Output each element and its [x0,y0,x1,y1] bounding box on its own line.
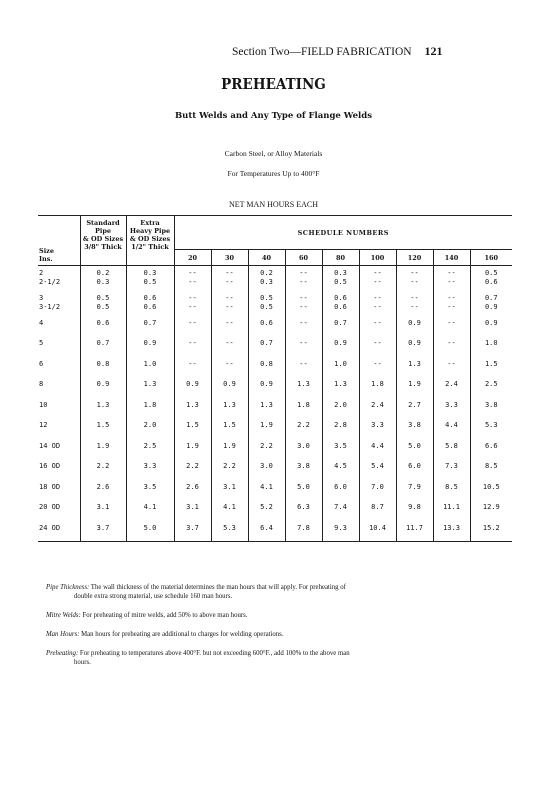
schedule-20-cell: 1.3 [174,398,211,419]
standard-cell: 0.5 0.5 [80,291,126,316]
schedule-60-cell: -- -- [285,291,322,316]
schedule-60-cell: -- [285,336,322,357]
size-cell: 6 [38,357,80,378]
standard-cell: 0.6 [80,316,126,337]
schedule-40-cell: 0.2 0.3 [248,266,285,291]
schedule-80-cell: 2.0 [322,398,359,419]
schedule-30-cell: -- -- [211,266,248,291]
table-row [38,521,512,542]
schedule-40-cell: 2.2 [248,439,285,460]
schedule-20-cell: 3.7 [174,521,211,542]
schedule-160-cell: 8.5 [484,462,498,470]
size-cell: 10 [38,398,80,419]
table-row [38,266,512,291]
standard-cell: 3.7 [80,521,126,542]
schedule-30-cell: 2.2 [211,459,248,480]
schedule-80-cell: 3.5 [322,439,359,460]
schedule-100-cell: -- [359,357,396,378]
schedule-140-cell: 8.5 [433,480,470,501]
footnote-label: Pipe Thickness: [46,584,90,591]
schedule-100-cell: 1.8 [359,377,396,398]
schedule-header-100: 100 [359,250,396,266]
schedule-120-cell: 1.9 [396,377,433,398]
standard-pipe-column-header: Standard Pipe & OD Sizes 3/8" Thick [80,216,126,266]
schedule-80-cell: 0.7 [322,316,359,337]
standard-cell: 3.1 [80,500,126,521]
schedule-header-60: 60 [285,250,322,266]
schedule-header-40: 40 [248,250,285,266]
footnote-label: Mitre Welds: [46,612,81,619]
schedule-80-cell: 6.0 [322,480,359,501]
header-row-top [38,216,512,250]
schedule-header-160: 160 [470,250,512,266]
schedule-140-cell: -- [433,336,470,357]
schedule-140-cell: 4.4 [433,418,470,439]
running-header [232,44,442,59]
temperature-line: For Temperatures Up to 400°F [227,169,320,178]
schedule-120-cell: 5.0 [396,439,433,460]
schedule-120-cell: 7.9 [396,480,433,501]
extra-heavy-cell: 2.0 [126,418,174,439]
footnote-text: For preheating of mitre welds, add 50% to above man hours. [80,612,248,619]
schedule-80-cell: 0.3 0.5 [322,266,359,291]
extra-heavy-cell: 3.3 [126,459,174,480]
schedule-20-cell: -- [174,357,211,378]
table-row [38,377,512,398]
schedule-60-cell: 3.0 [285,439,322,460]
schedule-20-cell: -- [174,336,211,357]
page-subtitle: Butt Welds and Any Type of Flange Welds [174,111,373,121]
schedule-20-cell: 2.2 [174,459,211,480]
schedule-160-cell: 3.8 [484,400,498,409]
schedule-40-cell: 0.6 [248,316,285,337]
footnote [46,583,506,601]
schedule-30-cell: 3.1 [211,480,248,501]
schedule-160-cell: 10.5 [482,482,500,491]
schedule-20-cell: 1.5 [174,418,211,439]
size-cell: 4 [38,316,80,337]
schedule-160-cell: 0.5 0.6 [484,269,498,286]
schedule-60-cell: -- [285,316,322,337]
schedule-100-cell: -- -- [359,266,396,291]
footnote-continuation: hours. [74,659,91,666]
size-cell: 24 OD [38,521,80,542]
schedule-160-cell: 12.9 [482,503,500,511]
table-row [38,336,512,357]
schedule-120-cell: 6.0 [396,459,433,480]
schedule-160-cell: 0.9 [484,318,498,327]
schedule-60-cell: 2.2 [285,418,322,439]
schedule-30-cell: -- [211,336,248,357]
schedule-100-cell: 8.7 [359,500,396,521]
schedule-30-cell: 1.5 [211,418,248,439]
page-title: PREHEATING [221,75,326,93]
extra-heavy-cell: 0.9 [126,336,174,357]
schedule-20-cell: -- [174,316,211,337]
size-cell: 14 OD [38,439,80,460]
schedule-30-cell: -- -- [211,291,248,316]
schedule-120-cell: 0.9 [396,336,433,357]
table-row [38,357,512,378]
schedule-140-cell: 5.8 [433,439,470,460]
schedule-30-cell: 1.3 [211,398,248,419]
schedule-140-cell: -- [433,316,470,337]
page-number: 121 [424,44,443,58]
standard-cell: 1.3 [80,398,126,419]
schedule-80-cell: 7.4 [322,500,359,521]
footnote [46,611,506,620]
schedule-40-cell: 1.3 [248,398,285,419]
table-row [38,500,512,521]
standard-cell: 2.2 [80,459,126,480]
schedule-100-cell: -- [359,336,396,357]
standard-cell: 2.6 [80,480,126,501]
schedule-160-cell: 15.2 [470,521,512,542]
table-row [38,291,512,316]
schedule-160-cell: 1.5 [484,359,498,368]
table-caption: NET MAN HOURS EACH [229,200,318,209]
schedule-80-cell: 9.3 [322,521,359,542]
extra-heavy-column-header: Extra Heavy Pipe & OD Sizes 1/2" Thick [126,216,174,266]
extra-heavy-cell: 3.5 [126,480,174,501]
schedule-30-cell: 4.1 [211,500,248,521]
schedule-60-cell: -- [285,357,322,378]
size-cell: 8 [38,377,80,398]
size-cell: 18 OD [38,480,80,501]
schedule-header-20: 20 [174,250,211,266]
footnote-label: Man Hours: [46,631,80,638]
schedule-100-cell: 5.4 [359,459,396,480]
schedule-numbers-header: SCHEDULE NUMBERS [174,216,512,250]
footnote-continuation: double extra strong material, use schedule 160 man hours. [74,593,233,600]
schedule-header-80: 80 [322,250,359,266]
schedule-140-cell: 3.3 [433,398,470,419]
schedule-160-cell: 6.6 [484,441,498,450]
standard-cell: 1.9 [80,439,126,460]
footnotes [46,583,506,677]
extra-heavy-cell: 1.0 [126,357,174,378]
schedule-160-cell: 2.5 [484,380,498,388]
schedule-80-cell: 4.5 [322,459,359,480]
schedule-100-cell: -- -- [359,291,396,316]
schedule-30-cell: 1.9 [211,439,248,460]
schedule-160-cell: 5.3 [484,421,498,429]
schedule-120-cell: -- -- [396,291,433,316]
extra-heavy-cell: 1.3 [126,377,174,398]
schedule-40-cell: 3.0 [248,459,285,480]
schedule-60-cell: 1.8 [285,398,322,419]
schedule-160-cell: 1.0 [484,339,498,347]
schedule-140-cell: -- -- [433,291,470,316]
schedule-20-cell: -- -- [174,266,211,291]
schedule-100-cell: 7.0 [359,480,396,501]
size-cell: 3 3-1/2 [38,291,80,316]
schedule-80-cell: 1.3 [322,377,359,398]
table-row [38,316,512,337]
schedule-80-cell: 1.0 [322,357,359,378]
schedule-20-cell: 2.6 [174,480,211,501]
schedule-100-cell: 3.3 [359,418,396,439]
footnote [46,649,506,667]
footnote [46,630,506,639]
size-cell: 16 OD [38,459,80,480]
table-row [38,480,512,501]
schedule-60-cell: 6.3 [285,500,322,521]
schedule-header-30: 30 [211,250,248,266]
extra-heavy-cell: 0.3 0.5 [126,266,174,291]
table-row [38,439,512,460]
extra-heavy-cell: 0.6 0.6 [126,291,174,316]
schedule-40-cell: 4.1 [248,480,285,501]
section-title: Section Two—FIELD FABRICATION [232,46,412,58]
schedule-80-cell: 0.9 [322,336,359,357]
extra-heavy-cell: 4.1 [126,500,174,521]
schedule-100-cell: -- [359,316,396,337]
schedule-20-cell: -- -- [174,291,211,316]
schedule-30-cell: -- [211,357,248,378]
schedule-60-cell: -- -- [285,266,322,291]
schedule-140-cell: 11.1 [433,500,470,521]
footnote-text: For preheating to temperatures above 400°F. but not exceeding 600°F., add 100% to the above man [78,650,350,657]
schedule-120-cell: -- -- [396,266,433,291]
schedule-120-cell: 9.8 [396,500,433,521]
schedule-30-cell: -- [211,316,248,337]
schedule-140-cell: 7.3 [433,459,470,480]
schedule-60-cell: 7.8 [285,521,322,542]
schedule-40-cell: 0.8 [248,357,285,378]
schedule-120-cell: 0.9 [396,316,433,337]
schedule-140-cell: 2.4 [433,377,470,398]
schedule-80-cell: 0.6 0.6 [322,291,359,316]
schedule-60-cell: 3.8 [285,459,322,480]
schedule-140-cell: 13.3 [433,521,470,542]
extra-heavy-cell: 5.0 [126,521,174,542]
standard-cell: 0.2 0.3 [80,266,126,291]
schedule-40-cell: 0.9 [248,377,285,398]
schedule-120-cell: 2.7 [396,398,433,419]
size-cell: 20 OD [38,500,80,521]
footnote-label: Preheating: [46,650,79,657]
schedule-30-cell: 0.9 [211,377,248,398]
schedule-header-140: 140 [433,250,470,266]
schedule-160-cell: 0.7 0.9 [484,293,498,311]
schedule-100-cell: 4.4 [359,439,396,460]
table-row [38,459,512,480]
schedule-40-cell: 0.5 0.5 [248,291,285,316]
schedule-20-cell: 1.9 [174,439,211,460]
schedule-40-cell: 6.4 [248,521,285,542]
size-cell: 2 2-1/2 [38,266,80,291]
schedule-60-cell: 1.3 [285,377,322,398]
extra-heavy-cell: 0.7 [126,316,174,337]
schedule-30-cell: 5.3 [211,521,248,542]
man-hours-table [38,215,512,542]
extra-heavy-cell: 2.5 [126,439,174,460]
standard-cell: 1.5 [80,418,126,439]
schedule-100-cell: 10.4 [359,521,396,542]
material-line: Carbon Steel, or Alloy Materials [224,149,323,158]
schedule-140-cell: -- -- [433,266,470,291]
footnote-text: Man hours for preheating are additional to charges for welding operations. [79,631,284,638]
standard-cell: 0.8 [80,357,126,378]
footnote-text: The wall thickness of the material determines the man hours that will apply. For preheating of [89,584,346,591]
schedule-60-cell: 5.0 [285,480,322,501]
schedule-140-cell: -- [433,357,470,378]
size-cell: 5 [38,336,80,357]
size-column-header: Size Ins. [38,216,80,266]
schedule-100-cell: 2.4 [359,398,396,419]
schedule-40-cell: 1.9 [248,418,285,439]
schedule-80-cell: 2.8 [322,418,359,439]
standard-cell: 0.7 [80,336,126,357]
schedule-120-cell: 3.8 [396,418,433,439]
schedule-120-cell: 11.7 [396,521,433,542]
schedule-20-cell: 3.1 [174,500,211,521]
table-row [38,398,512,419]
schedule-120-cell: 1.3 [396,357,433,378]
schedule-header-120: 120 [396,250,433,266]
schedule-40-cell: 5.2 [248,500,285,521]
standard-cell: 0.9 [80,377,126,398]
size-cell: 12 [38,418,80,439]
extra-heavy-cell: 1.8 [126,398,174,419]
schedule-20-cell: 0.9 [174,377,211,398]
schedule-40-cell: 0.7 [248,336,285,357]
table-row [38,418,512,439]
